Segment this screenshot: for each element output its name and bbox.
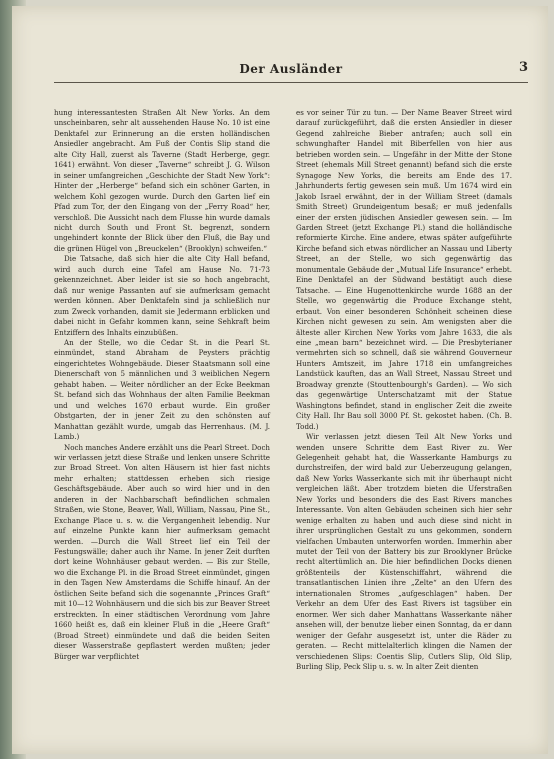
running-title: Der Ausländer	[239, 62, 343, 76]
paragraph: hung interessantesten Straßen Alt New Yorks. An dem unscheinbaren, sehr alt aussehenden Hause No. 10 ist eine Denktafel zur Erinnerung an die ersten holländischen Ansiedler angebracht. Am Fuß der Contis Slip stand die alte City Hall, zuerst als Taverne (Stadt Herberge, gegr. 1641) erwähnt. Von dieser „Taverne“ schreibt J. G. Wilson in seiner umfangreichen „Geschichte der Stadt New York“: Hinter der „Herberge“ befand sich ein schöner Garten, in welchem Kohl gezogen wurde. Durch den Garten lief ein Pfad zum Tor, der den Eingang von der „Ferry Road“ her, verschloß. Die Aussicht nach dem Flusse hin wurde damals nicht durch South und Front St. begrenzt, sondern ungehindert konnte der Blick über den Fluß, die Bay und die grünen Hügel von „Breuckelen“ (Brooklyn) schweifen.“	[54, 108, 270, 253]
book-page	[12, 6, 548, 754]
left-text-column	[54, 108, 270, 662]
paragraph: Wir verlassen jetzt diesen Teil Alt New Yorks und wenden unsere Schritte dem East River zu. Wer Gelegenheit gehabt hat, die Wasserkante Hamburgs zu durchstreifen, der wird bald zur Ueberzeugung gelangen, daß New Yorks Wasserkante sich mit ihr überhaupt nicht vergleichen läßt. Aber trotzdem bieten die Uferstraßen New Yorks und besonders die des East Rivers manches Interessante. Von alten Gebäuden scheinen sich hier sehr wenige erhalten zu haben und auch diese sind nicht in ihrer ursprünglichen Gestalt zu uns gekommen, sondern vielfachen Umbauten unterworfen worden. Immerhin aber mutet der Teil von der Battery bis zur Brooklyner Brücke recht altertümlich an. Die hier befindlichen Docks dienen größtenteils der Küstenschiffahrt, während die transatlantischen Linien ihre „Zelte“ an den Ufern des internationalen Stromes „aufgeschlagen“ haben. Der Verkehr an dem Ufer des East Rivers ist tagsüber ein enormer. Wer sich daher Manhattans Wasserkante näher ansehen will, der benutze lieber einen Sonntag, da er dann weniger der Gefahr ausgesetzt ist, unter die Räder zu geraten. — Recht mittelalterlich klingen die Namen der verschiedenen Slips: Coentis Slip, Cutlers Slip, Old Slip, Burling Slip, Peck Slip u. s. w. In alter Zeit dienten	[296, 432, 512, 672]
paragraph: An der Stelle, wo die Cedar St. in die Pearl St. einmündet, stand Abraham de Peysters prächtig eingerichtetes Wohngebäude. Dieser Staatsmann soll eine Dienerschaft von 5 männlichen und 3 weiblichen Negern gehabt haben. — Weiter nördlicher an der Ecke Beekman St. befand sich das Wohnhaus der alten Familie Beekman und und welches 1670 erbaut wurde. Ein großer Obstgarten, der in jener Zeit zu den schönsten auf Manhattan gezählt wurde, umgab das Herrenhaus. (M. J. Lamb.)	[54, 337, 270, 442]
running-header	[54, 62, 528, 83]
paragraph: Noch manches Andere erzählt uns die Pearl Street. Doch wir verlassen jetzt diese Straße und lenken unsere Schritte zur Broad Street. Von alten Häusern ist hier fast nichts mehr erhalten; stattdessen erheben sich riesige Geschäftsgebäude. Aber auch so wird hier und in den anderen in der Nachbarschaft befindlichen schmalen Straßen, wie Stone, Beaver, Wall, William, Nassau, Pine St., Exchange Place u. s. w. die Vergangenheit lebendig. Nur auf einzelne Punkte kann hier aufmerksam gemacht werden. —Durch die Wall Street lief ein Teil der Festungswälle; daher auch ihr Name. In jener Zeit durften dort keine Wohnhäuser gebaut werden. — Bis zur Stelle, wo die Exchange Pl. in die Broad Street einmündet, gingen in den Tagen New Amsterdams die Schiffe hinauf. An der östlichen Seite befand sich die sogenannte „Princes Graft“ mit 10—12 Wohnhäusern und die sich bis zur Beaver Street erstreckten. In einer städtischen Verordnung vom Jahre 1660 heißt es, daß ein kleiner Fluß in die „Heere Graft“ (Broad Street) einmündete und daß die beiden Seiten dieser Wasserstraße gepflastert werden mußten; jeder Bürger war verpflichtet	[54, 442, 270, 661]
page-number: 3	[518, 60, 528, 75]
paragraph: Die Tatsache, daß sich hier die alte City Hall befand, wird auch durch eine Tafel am Hause No. 71-73 gekennzeichnet. Aber leider ist sie so hoch angebracht, daß nur wenige Passanten auf sie aufmerksam gemacht werden können. Aber Denktafeln sind ja schließlich nur zum Zweck vorhanden, damit sie Jedermann erblicken und dabei nicht in Gefahr kommen kann, seine Sehkraft beim Entziffern des Inhalts einzubüßen.	[54, 254, 270, 337]
right-text-column	[296, 108, 512, 672]
paragraph: es vor seiner Tür zu tun. — Der Name Beaver Street wird darauf zurückgeführt, daß die ersten Ansiedler in dieser Gegend zahlreiche Bieber antrafen; auch soll ein schwunghafter Handel mit Biberfellen von hier aus betrieben worden sein. — Ungefähr in der Mitte der Stone Street (ehemals Mill Street genannt) befand sich die erste Synagoge New Yorks, die bereits am Ende des 17. Jahrhunderts fertig gewesen sein muß. Um 1674 wird ein Jakob Israel erwähnt, der in der William Street (damals Smith Street) Grundeigentum besaß; er muß jedenfalls einer der ersten jüdischen Ansiedler gewesen sein. — Im Garden Street (jetzt Exchange Pl.) stand die holländische reformierte Kirche. Eine andere, etwas später aufgeführte Kirche befand sich etwas nördlicher an Nassau und Liberty Street, an der Stelle, wo sich gegenwärtig das monumentale Gebäude der „Mutual Life Insurance“ erhebt. Eine Denktafel an der Südwand bestätigt auch diese Tatsache. — Eine Hugenottenkirche wurde 1688 an der Stelle, wo gegenwärtig die Produce Exchange steht, erbaut. Von einer besonderen Schönheit scheinen diese Kirchen nicht gewesen zu sein. Am wenigsten aber die älteste aller Kirchen New Yorks vom Jahre 1633, die als eine „mean barn“ bezeichnet wird. — Die Presbyterianer vermehrten sich so schnell, daß sie während Gouverneur Hunters Amtszeit, im Jahre 1718 ein umfangreiches Landstück kauften, das an Wall Street, Nassau Street und Broadway grenzte (Stouttenbourgh's Garden). — Wo sich das gegenwärtige Unterschatzamt mit der Statue Washingtons befindet, stand in englischer Zeit die zweite City Hall. Ihr Bau soll 3000 Pf. St. gekostet haben. (Ch. B. Todd.)	[296, 108, 512, 431]
